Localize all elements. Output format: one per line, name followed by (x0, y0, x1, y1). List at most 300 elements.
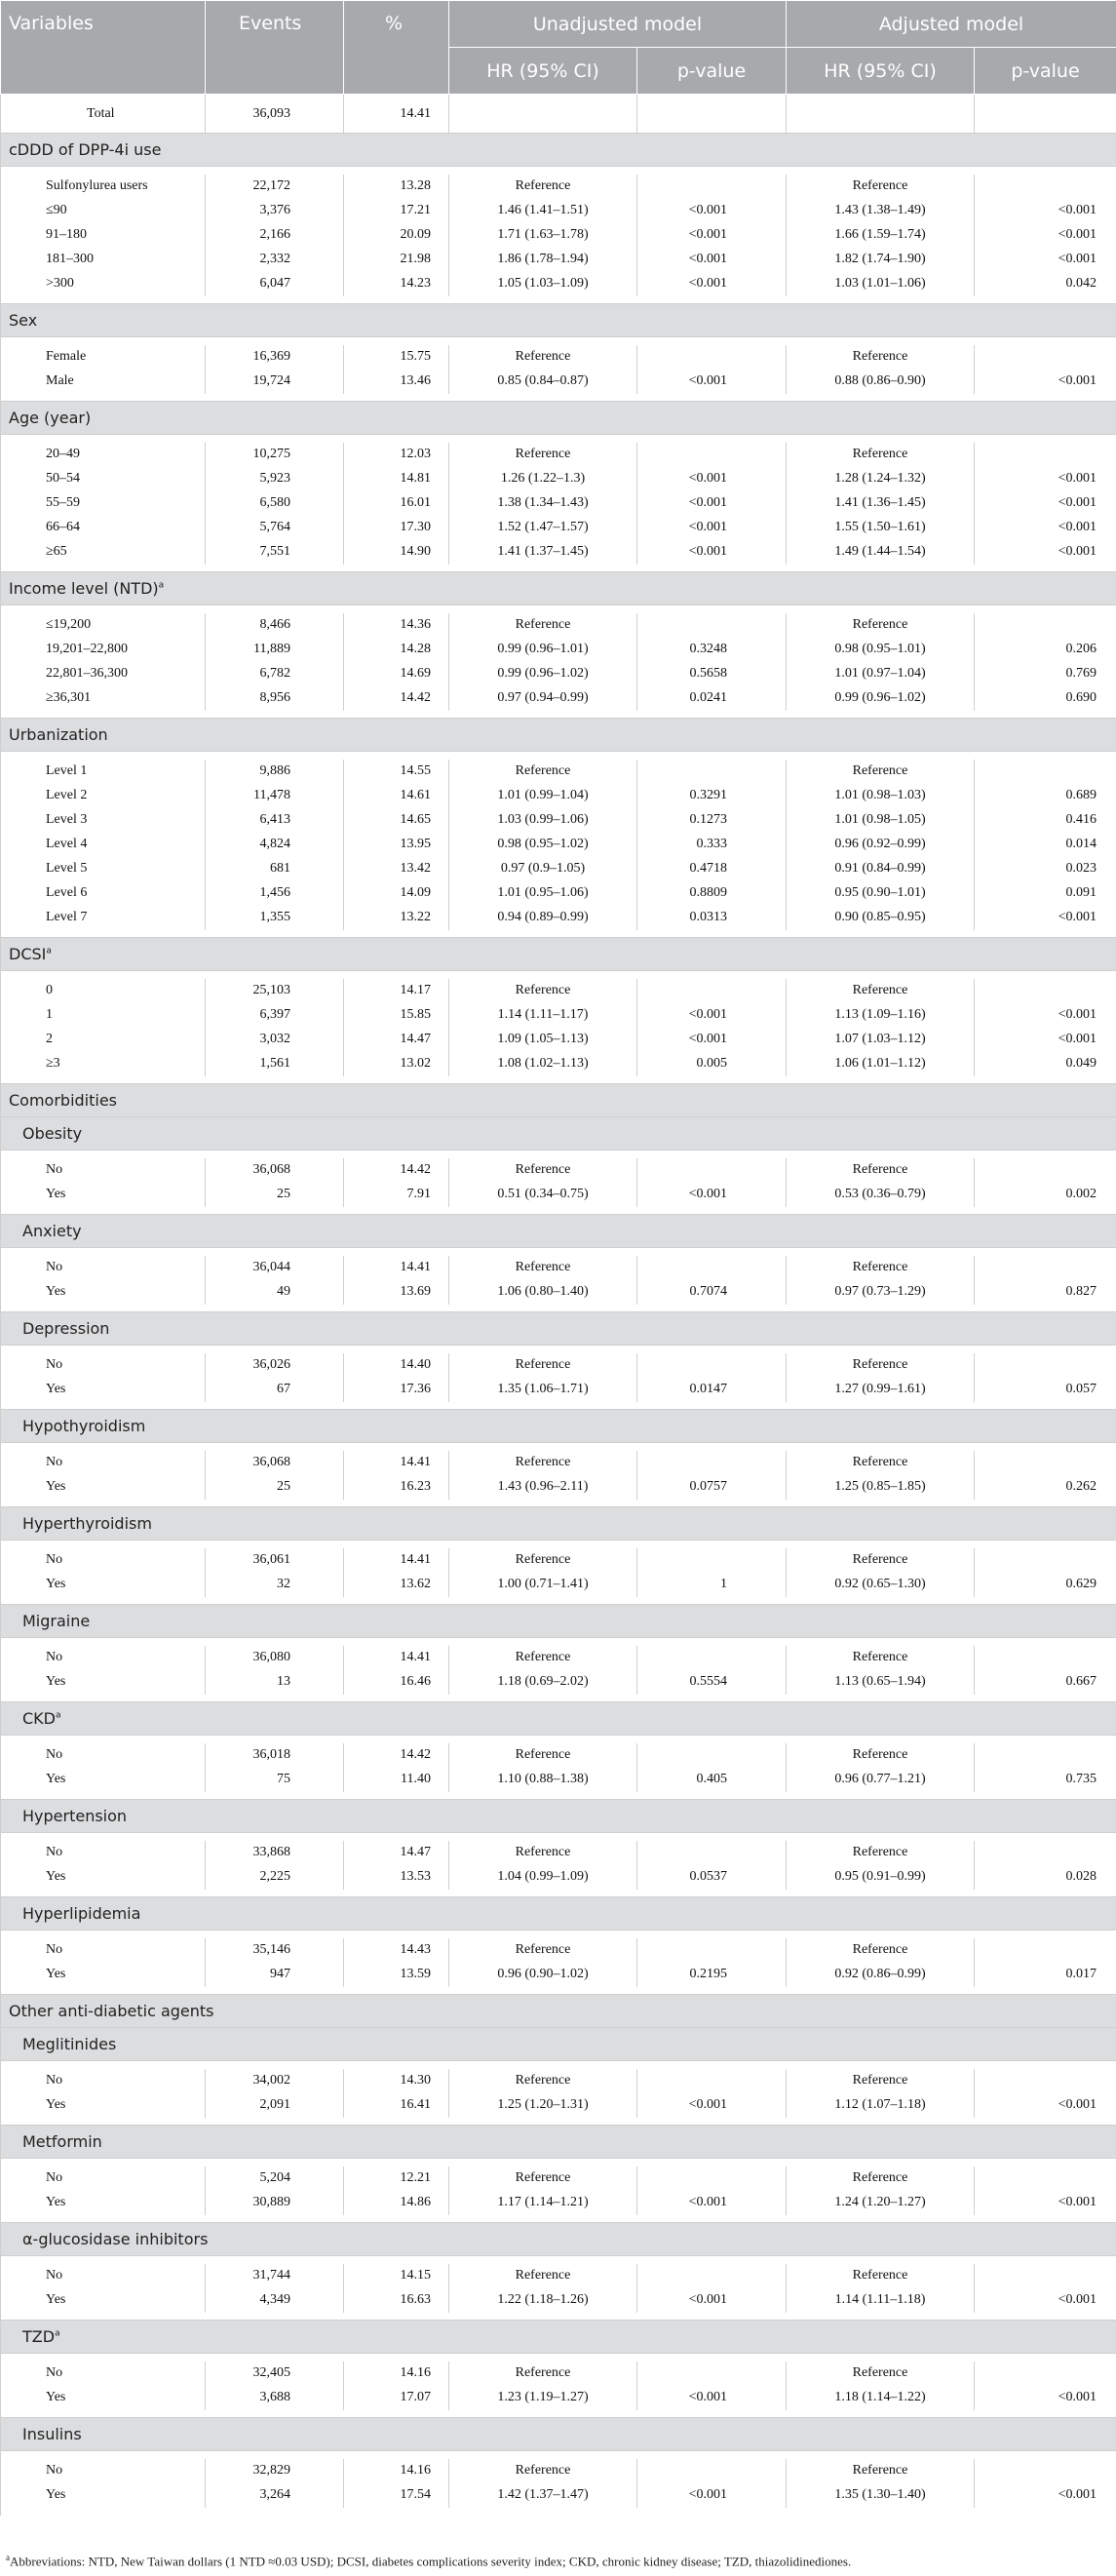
row-p-adjusted: <0.001 (975, 2288, 1116, 2313)
row-p-adjusted: <0.001 (975, 516, 1116, 540)
group-title-text: CKD (22, 1709, 56, 1728)
group-header-row (1, 719, 1116, 752)
row-hr-unadjusted: 1.22 (1.18–1.26) (449, 2288, 637, 2313)
row-percent: 20.09 (344, 223, 449, 248)
row-percent: 13.69 (344, 1280, 449, 1305)
row-hr-unadjusted: Reference (449, 443, 637, 467)
row-hr-adjusted: 1.24 (1.20–1.27) (787, 2191, 975, 2215)
group-title (1, 2321, 1116, 2354)
row-events: 22,172 (206, 175, 344, 199)
row-label: 50–54 (1, 467, 206, 491)
row-events: 681 (206, 857, 344, 881)
row-hr-unadjusted: Reference (449, 1841, 637, 1865)
row-events: 25 (206, 1183, 344, 1207)
row-percent: 13.53 (344, 1865, 449, 1890)
row-percent: 16.01 (344, 491, 449, 516)
table-row (1, 2166, 1116, 2191)
row-hr-unadjusted: 0.99 (0.96–1.01) (449, 638, 637, 662)
row-hr-unadjusted: Reference (449, 2361, 637, 2386)
row-label: No (1, 1841, 206, 1865)
row-percent: 21.98 (344, 248, 449, 272)
row-percent: 13.62 (344, 1573, 449, 1597)
spacer-cell (1, 1443, 1116, 1451)
row-percent: 14.90 (344, 540, 449, 565)
row-percent: 13.42 (344, 857, 449, 881)
row-spacer (1, 1076, 1116, 1084)
row-events: 8,956 (206, 686, 344, 711)
row-hr-adjusted: 0.92 (0.65–1.30) (787, 1573, 975, 1597)
row-spacer (1, 565, 1116, 572)
row-events: 6,413 (206, 808, 344, 833)
row-spacer (1, 2061, 1116, 2069)
row-p-adjusted: 0.629 (975, 1573, 1116, 1597)
spacer-cell (1, 2410, 1116, 2418)
row-label: Level 5 (1, 857, 206, 881)
row-events: 2,225 (206, 1865, 344, 1890)
row-hr-unadjusted: 1.05 (1.03–1.09) (449, 272, 637, 296)
table-row (1, 2361, 1116, 2386)
row-label: 20–49 (1, 443, 206, 467)
row-p-unadjusted: <0.001 (637, 272, 787, 296)
row-events: 32 (206, 1573, 344, 1597)
row-p-unadjusted: 0.405 (637, 1768, 787, 1792)
row-percent: 16.23 (344, 1475, 449, 1500)
row-p-unadjusted: 0.333 (637, 833, 787, 857)
row-hr-adjusted: 1.13 (1.09–1.16) (787, 1003, 975, 1028)
group-header-row (1, 2321, 1116, 2354)
row-percent: 17.36 (344, 1378, 449, 1402)
row-label: No (1, 1353, 206, 1378)
row-label: No (1, 2166, 206, 2191)
header-pvalue-adjusted: p-value (975, 48, 1116, 95)
row-spacer (1, 971, 1116, 979)
row-hr-adjusted: Reference (787, 1841, 975, 1865)
group-title (1, 134, 1116, 167)
table-row (1, 857, 1116, 881)
group-title (1, 2126, 1116, 2159)
table-row (1, 443, 1116, 467)
row-spacer (1, 1638, 1116, 1646)
row-p-unadjusted (637, 2361, 787, 2386)
row-p-unadjusted: 0.8809 (637, 881, 787, 906)
row-hr-unadjusted: Reference (449, 2166, 637, 2191)
spacer-cell (1, 394, 1116, 402)
table-row (1, 1052, 1116, 1076)
group-title (1, 938, 1116, 971)
group-header-row (1, 572, 1116, 605)
row-p-adjusted: 0.667 (975, 1670, 1116, 1695)
row-label: Female (1, 345, 206, 370)
spacer-cell (1, 1638, 1116, 1646)
row-spacer (1, 1207, 1116, 1215)
row-percent: 14.17 (344, 979, 449, 1003)
row-label: Yes (1, 2483, 206, 2508)
total-row (1, 95, 1116, 134)
row-p-unadjusted: <0.001 (637, 1003, 787, 1028)
row-hr-adjusted: 1.82 (1.74–1.90) (787, 248, 975, 272)
row-label: 181–300 (1, 248, 206, 272)
table-row (1, 1378, 1116, 1402)
row-p-unadjusted: 0.0313 (637, 906, 787, 930)
row-events: 3,264 (206, 2483, 344, 2508)
header-pvalue-unadjusted: p-value (637, 48, 787, 95)
row-hr-unadjusted: 1.43 (0.96–2.11) (449, 1475, 637, 1500)
row-events: 25 (206, 1475, 344, 1500)
spacer-cell (1, 1151, 1116, 1158)
group-title-text: Hypothyroidism (22, 1417, 146, 1435)
row-hr-unadjusted: 1.04 (0.99–1.09) (449, 1865, 637, 1890)
spacer-cell (1, 1597, 1116, 1605)
row-hr-adjusted: Reference (787, 2264, 975, 2288)
spacer-cell (1, 337, 1116, 345)
row-hr-adjusted: 0.95 (0.91–0.99) (787, 1865, 975, 1890)
row-spacer (1, 930, 1116, 938)
table-footnote (6, 2553, 851, 2569)
row-spacer (1, 167, 1116, 175)
row-percent: 14.61 (344, 784, 449, 808)
table-row (1, 1256, 1116, 1280)
row-hr-unadjusted: 1.25 (1.20–1.31) (449, 2093, 637, 2118)
row-hr-adjusted: 1.13 (0.65–1.94) (787, 1670, 975, 1695)
group-title (1, 2418, 1116, 2451)
row-hr-unadjusted: Reference (449, 2264, 637, 2288)
row-events: 1,456 (206, 881, 344, 906)
row-p-unadjusted (637, 613, 787, 638)
row-hr-adjusted: Reference (787, 175, 975, 199)
group-title-text: Sex (9, 311, 38, 330)
row-p-adjusted (975, 175, 1116, 199)
row-p-unadjusted: 0.5554 (637, 1670, 787, 1695)
row-percent: 14.16 (344, 2459, 449, 2483)
group-header-row (1, 1410, 1116, 1443)
row-p-adjusted: 0.014 (975, 833, 1116, 857)
row-hr-adjusted: 1.03 (1.01–1.06) (787, 272, 975, 296)
spacer-cell (1, 296, 1116, 304)
table-row (1, 1475, 1116, 1500)
table-row (1, 1670, 1116, 1695)
row-hr-adjusted: 1.07 (1.03–1.12) (787, 1028, 975, 1052)
total-hr-adjusted (787, 95, 975, 134)
table-row (1, 1768, 1116, 1792)
row-p-adjusted: 0.769 (975, 662, 1116, 686)
group-title-text: α-glucosidase inhibitors (22, 2230, 209, 2248)
row-p-adjusted (975, 1548, 1116, 1573)
row-p-adjusted: 0.002 (975, 1183, 1116, 1207)
table-row (1, 491, 1116, 516)
row-percent: 7.91 (344, 1183, 449, 1207)
row-p-adjusted (975, 2264, 1116, 2288)
row-label: No (1, 1938, 206, 1963)
row-hr-adjusted: 0.96 (0.77–1.21) (787, 1768, 975, 1792)
spacer-cell (1, 1736, 1116, 1743)
row-spacer (1, 1500, 1116, 1507)
table-body (1, 95, 1116, 2516)
row-hr-unadjusted: 1.06 (0.80–1.40) (449, 1280, 637, 1305)
row-spacer (1, 2508, 1116, 2516)
row-hr-adjusted: 1.35 (1.30–1.40) (787, 2483, 975, 2508)
row-events: 36,068 (206, 1451, 344, 1475)
spacer-cell (1, 930, 1116, 938)
row-spacer (1, 1597, 1116, 1605)
row-events: 9,886 (206, 760, 344, 784)
row-label: >300 (1, 272, 206, 296)
row-spacer (1, 1346, 1116, 1353)
row-percent: 17.07 (344, 2386, 449, 2410)
row-p-adjusted: <0.001 (975, 370, 1116, 394)
row-p-unadjusted (637, 1841, 787, 1865)
row-hr-unadjusted: 1.23 (1.19–1.27) (449, 2386, 637, 2410)
row-p-adjusted (975, 1743, 1116, 1768)
row-spacer (1, 2159, 1116, 2166)
row-hr-adjusted: 1.25 (0.85–1.85) (787, 1475, 975, 1500)
table-row (1, 2069, 1116, 2093)
group-header-row (1, 1995, 1116, 2028)
row-hr-unadjusted: 1.10 (0.88–1.38) (449, 1768, 637, 1792)
table-row (1, 833, 1116, 857)
table-row (1, 1280, 1116, 1305)
table-row (1, 248, 1116, 272)
row-hr-unadjusted: 1.00 (0.71–1.41) (449, 1573, 637, 1597)
row-events: 35,146 (206, 1938, 344, 1963)
row-events: 30,889 (206, 2191, 344, 2215)
row-p-adjusted: <0.001 (975, 223, 1116, 248)
group-header-row (1, 1800, 1116, 1833)
row-hr-adjusted: 1.14 (1.11–1.18) (787, 2288, 975, 2313)
row-hr-adjusted: 0.95 (0.90–1.01) (787, 881, 975, 906)
group-header-row (1, 1215, 1116, 1248)
row-events: 2,332 (206, 248, 344, 272)
row-spacer (1, 1402, 1116, 1410)
row-percent: 13.02 (344, 1052, 449, 1076)
row-p-adjusted: <0.001 (975, 1003, 1116, 1028)
row-p-adjusted: <0.001 (975, 467, 1116, 491)
spacer-cell (1, 1402, 1116, 1410)
row-p-unadjusted: 0.5658 (637, 662, 787, 686)
row-events: 32,405 (206, 2361, 344, 2386)
row-hr-unadjusted: Reference (449, 175, 637, 199)
row-p-adjusted (975, 979, 1116, 1003)
row-percent: 14.55 (344, 760, 449, 784)
row-label: Male (1, 370, 206, 394)
row-percent: 14.42 (344, 1158, 449, 1183)
spacer-cell (1, 1248, 1116, 1256)
table-row (1, 881, 1116, 906)
row-p-unadjusted (637, 2459, 787, 2483)
row-hr-unadjusted: Reference (449, 345, 637, 370)
row-hr-unadjusted: Reference (449, 1256, 637, 1280)
row-p-adjusted: 0.689 (975, 784, 1116, 808)
row-events: 2,166 (206, 223, 344, 248)
table-row (1, 1451, 1116, 1475)
row-events: 3,032 (206, 1028, 344, 1052)
row-spacer (1, 435, 1116, 443)
row-percent: 14.16 (344, 2361, 449, 2386)
table-row (1, 662, 1116, 686)
spacer-cell (1, 2354, 1116, 2361)
row-p-unadjusted (637, 1256, 787, 1280)
group-title-text: Hyperlipidemia (22, 1904, 141, 1923)
row-spacer (1, 1792, 1116, 1800)
row-p-unadjusted: <0.001 (637, 1183, 787, 1207)
table-row (1, 175, 1116, 199)
row-percent: 13.46 (344, 370, 449, 394)
row-percent: 17.54 (344, 2483, 449, 2508)
row-percent: 13.95 (344, 833, 449, 857)
header-hr-unadjusted: HR (95% CI) (449, 48, 637, 95)
row-events: 36,080 (206, 1646, 344, 1670)
group-header-row (1, 2223, 1116, 2256)
table-row (1, 272, 1116, 296)
group-title (1, 719, 1116, 752)
row-spacer (1, 337, 1116, 345)
row-percent: 14.23 (344, 272, 449, 296)
row-percent: 14.69 (344, 662, 449, 686)
row-label: No (1, 1743, 206, 1768)
row-label: Level 4 (1, 833, 206, 857)
row-hr-adjusted: 0.99 (0.96–1.02) (787, 686, 975, 711)
footnote-marker: a (55, 1710, 61, 1721)
row-hr-adjusted: 1.01 (0.98–1.03) (787, 784, 975, 808)
row-p-unadjusted: 0.3248 (637, 638, 787, 662)
row-p-adjusted: <0.001 (975, 2191, 1116, 2215)
row-label: No (1, 2069, 206, 2093)
row-p-unadjusted: 1 (637, 1573, 787, 1597)
row-p-adjusted: 0.028 (975, 1865, 1116, 1890)
row-events: 1,355 (206, 906, 344, 930)
row-percent: 14.43 (344, 1938, 449, 1963)
row-hr-adjusted: 0.53 (0.36–0.79) (787, 1183, 975, 1207)
row-p-adjusted: 0.042 (975, 272, 1116, 296)
row-events: 10,275 (206, 443, 344, 467)
header-unadjusted-model: Unadjusted model (449, 1, 787, 48)
header-variables: Variables (1, 1, 206, 95)
table-row (1, 1183, 1116, 1207)
row-p-adjusted: <0.001 (975, 199, 1116, 223)
row-label: No (1, 1646, 206, 1670)
table-row (1, 1003, 1116, 1028)
row-label: Yes (1, 1865, 206, 1890)
row-hr-unadjusted: 0.94 (0.89–0.99) (449, 906, 637, 930)
row-hr-unadjusted: Reference (449, 1938, 637, 1963)
row-spacer (1, 1736, 1116, 1743)
spacer-cell (1, 2313, 1116, 2321)
table-row (1, 1841, 1116, 1865)
row-spacer (1, 1890, 1116, 1897)
table-row (1, 906, 1116, 930)
row-p-unadjusted: <0.001 (637, 2386, 787, 2410)
row-events: 6,782 (206, 662, 344, 686)
row-p-unadjusted (637, 760, 787, 784)
row-p-adjusted (975, 760, 1116, 784)
row-p-unadjusted (637, 1353, 787, 1378)
row-p-unadjusted: 0.7074 (637, 1280, 787, 1305)
row-percent: 14.09 (344, 881, 449, 906)
row-label: Yes (1, 1183, 206, 1207)
table-row (1, 638, 1116, 662)
row-hr-unadjusted: 1.01 (0.99–1.04) (449, 784, 637, 808)
row-label: 19,201–22,800 (1, 638, 206, 662)
spacer-cell (1, 2256, 1116, 2264)
table-row (1, 467, 1116, 491)
row-spacer (1, 296, 1116, 304)
row-p-adjusted: 0.091 (975, 881, 1116, 906)
row-hr-unadjusted: 1.71 (1.63–1.78) (449, 223, 637, 248)
group-header-row (1, 1117, 1116, 1151)
row-hr-adjusted: 1.01 (0.98–1.05) (787, 808, 975, 833)
row-hr-adjusted: 0.96 (0.92–0.99) (787, 833, 975, 857)
row-hr-unadjusted: 1.18 (0.69–2.02) (449, 1670, 637, 1695)
row-hr-adjusted: Reference (787, 1743, 975, 1768)
row-p-unadjusted: <0.001 (637, 2483, 787, 2508)
table-row (1, 1743, 1116, 1768)
row-hr-unadjusted: 0.51 (0.34–0.75) (449, 1183, 637, 1207)
row-hr-adjusted: Reference (787, 2361, 975, 2386)
footnote-text: Abbreviations: NTD, New Taiwan dollars (1 NTD ≈0.03 USD); DCSI, diabetes complications severity index; CKD, chronic kidney disease; TZD, thiazolidinediones. (10, 2554, 852, 2569)
row-events: 31,744 (206, 2264, 344, 2288)
row-label: ≤90 (1, 199, 206, 223)
row-hr-unadjusted: 1.86 (1.78–1.94) (449, 248, 637, 272)
row-hr-adjusted: 1.28 (1.24–1.32) (787, 467, 975, 491)
row-events: 5,923 (206, 467, 344, 491)
row-events: 16,369 (206, 345, 344, 370)
group-title (1, 1117, 1116, 1151)
table-row (1, 1938, 1116, 1963)
spacer-cell (1, 1833, 1116, 1841)
row-percent: 16.63 (344, 2288, 449, 2313)
group-header-row (1, 1702, 1116, 1736)
row-p-unadjusted: 0.2195 (637, 1963, 787, 1987)
table-row (1, 979, 1116, 1003)
row-label: Yes (1, 2386, 206, 2410)
table-row (1, 760, 1116, 784)
group-title-text: Hyperthyroidism (22, 1514, 152, 1533)
row-percent: 14.15 (344, 2264, 449, 2288)
row-p-adjusted (975, 1646, 1116, 1670)
row-events: 1,561 (206, 1052, 344, 1076)
spacer-cell (1, 1931, 1116, 1938)
row-p-adjusted: <0.001 (975, 491, 1116, 516)
footnote-marker: a (46, 946, 52, 956)
row-p-unadjusted: <0.001 (637, 248, 787, 272)
table-row (1, 1573, 1116, 1597)
row-p-unadjusted: <0.001 (637, 1028, 787, 1052)
group-title (1, 1800, 1116, 1833)
row-p-unadjusted: 0.0147 (637, 1378, 787, 1402)
group-header-row (1, 1897, 1116, 1931)
row-hr-adjusted: 1.66 (1.59–1.74) (787, 223, 975, 248)
group-title (1, 2223, 1116, 2256)
row-hr-unadjusted: Reference (449, 613, 637, 638)
table-row (1, 370, 1116, 394)
row-percent: 11.40 (344, 1768, 449, 1792)
row-hr-adjusted: 0.91 (0.84–0.99) (787, 857, 975, 881)
table-row (1, 686, 1116, 711)
row-hr-unadjusted: Reference (449, 1451, 637, 1475)
table-row (1, 1028, 1116, 1052)
row-hr-unadjusted: 1.42 (1.37–1.47) (449, 2483, 637, 2508)
row-p-adjusted: 0.017 (975, 1963, 1116, 1987)
row-hr-unadjusted: 1.08 (1.02–1.13) (449, 1052, 637, 1076)
row-spacer (1, 1695, 1116, 1702)
row-percent: 13.22 (344, 906, 449, 930)
row-label: Yes (1, 2191, 206, 2215)
group-title (1, 304, 1116, 337)
row-p-adjusted: <0.001 (975, 540, 1116, 565)
row-spacer (1, 1541, 1116, 1548)
row-events: 3,376 (206, 199, 344, 223)
row-hr-adjusted: Reference (787, 1938, 975, 1963)
table-row (1, 540, 1116, 565)
